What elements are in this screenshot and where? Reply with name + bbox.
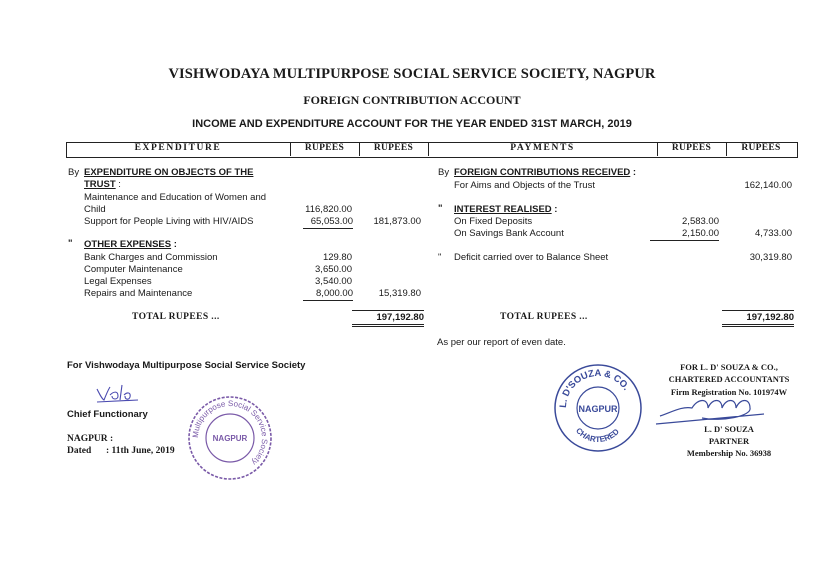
hiv-amount: 65,053.00: [303, 216, 353, 229]
ditto-mark: ": [68, 238, 73, 249]
objects-heading: [84, 167, 253, 178]
ditto-mark: ": [438, 252, 442, 263]
contrib-heading-text: FOREIGN CONTRIBUTIONS RECEIVED: [454, 167, 631, 178]
bank-amount: 129.80: [322, 252, 352, 263]
interest-total: 4,733.00: [755, 228, 792, 239]
by-label: By: [68, 167, 80, 178]
report-note: As per our report of even date.: [437, 337, 566, 348]
auditor-type: CHARTERED ACCOUNTANTS: [668, 374, 790, 384]
colon: :: [115, 179, 121, 190]
seal-center: NAGPUR: [212, 434, 248, 443]
other-total: 15,319.80: [378, 288, 421, 299]
objects-heading-line2: TRUST: [84, 179, 116, 190]
membership-number: Membership No. 36938: [686, 448, 772, 458]
dated-value: : 11th June, 2019: [106, 446, 175, 456]
left-total-amount: 197,192.80: [352, 310, 424, 327]
aims-label: For Aims and Objects of the Trust: [454, 180, 595, 191]
deficit-label: Deficit carried over to Balance Sheet: [454, 252, 609, 263]
legal-amount: 3,540.00: [315, 276, 352, 287]
seal-text: CHARTERED: [574, 426, 621, 445]
seal-text: Multipurpose Social Service Society: [190, 398, 270, 467]
colon: :: [630, 167, 637, 178]
sb-amount: 2,150.00: [650, 228, 719, 241]
contrib-heading: [454, 167, 636, 178]
women-label: Maintenance and Education of Women and: [84, 192, 267, 203]
women-amount: 116,820.00: [305, 204, 352, 215]
seal-text: L. D'SOUZA & CO.: [557, 367, 632, 409]
partner-name: L. D' SOUZA: [704, 424, 754, 434]
right-total-amount: 197,192.80: [722, 310, 794, 327]
computer-label: Computer Maintenance: [84, 264, 183, 275]
seal-center: NAGPUR: [578, 404, 618, 414]
fd-amount: 2,583.00: [682, 216, 719, 227]
firm-registration: Firm Registration No. 101974W: [670, 387, 788, 397]
repairs-amount: 8,000.00: [303, 288, 353, 301]
hiv-label: Support for People Living with HIV/AIDS: [84, 216, 254, 227]
objects-total: 181,873.00: [373, 216, 421, 227]
fd-label: On Fixed Deposits: [454, 216, 533, 227]
other-heading-text: OTHER EXPENSES: [84, 239, 172, 250]
computer-amount: 3,650.00: [315, 264, 352, 275]
repairs-label: Repairs and Maintenance: [84, 288, 193, 299]
deficit-amount: 30,319.80: [749, 252, 792, 263]
auditor-seal: [552, 362, 644, 454]
chief-functionary: Chief Functionary: [67, 409, 148, 420]
legal-label: Legal Expenses: [84, 276, 152, 287]
other-heading: [84, 239, 177, 250]
by-label: By: [438, 167, 450, 178]
left-total-label: TOTAL RUPEES ...: [132, 312, 220, 322]
payments-header: PAYMENTS: [510, 143, 575, 153]
statement-title: INCOME AND EXPENDITURE ACCOUNT FOR THE YEAR ENDED 31ST MARCH, 2019: [192, 118, 632, 130]
colon: :: [551, 204, 558, 215]
org-title: VISHWODAYA MULTIPURPOSE SOCIAL SERVICE SOCIETY, NAGPUR: [168, 66, 656, 82]
objects-heading-2: [84, 179, 121, 190]
objects-heading-line1: EXPENDITURE ON OBJECTS OF THE: [84, 167, 254, 178]
place: NAGPUR :: [67, 434, 114, 444]
rupees-header: RUPEES: [373, 143, 414, 153]
partner-title: PARTNER: [708, 436, 750, 446]
bank-label: Bank Charges and Commission: [84, 252, 218, 263]
ditto-mark: ": [438, 203, 443, 214]
sb-label: On Savings Bank Account: [454, 228, 564, 239]
interest-heading: [454, 204, 557, 215]
society-signature: [94, 381, 140, 403]
aims-amount: 162,140.00: [744, 180, 792, 191]
colon: :: [171, 239, 177, 250]
rupees-header: RUPEES: [304, 143, 345, 153]
rupees-header: RUPEES: [741, 143, 781, 153]
svg-text:Multipurpose Social Service So: [191, 399, 269, 467]
svg-text:L. D'SOUZA & CO.: [558, 368, 632, 408]
for-society: For Vishwodaya Multipurpose Social Service Society: [67, 360, 306, 371]
women-label-2: Child: [84, 204, 106, 215]
interest-heading-text: INTEREST REALISED: [454, 204, 552, 215]
auditor-for: FOR L. D' SOUZA & CO.,: [680, 362, 778, 372]
expenditure-header: EXPENDITURE: [134, 143, 222, 153]
dated-label: Dated: [67, 446, 92, 456]
account-subtitle: FOREIGN CONTRIBUTION ACCOUNT: [303, 93, 521, 107]
rupees-header: RUPEES: [671, 143, 712, 153]
society-seal: [186, 394, 274, 482]
right-total-label: TOTAL RUPEES ...: [500, 312, 588, 322]
